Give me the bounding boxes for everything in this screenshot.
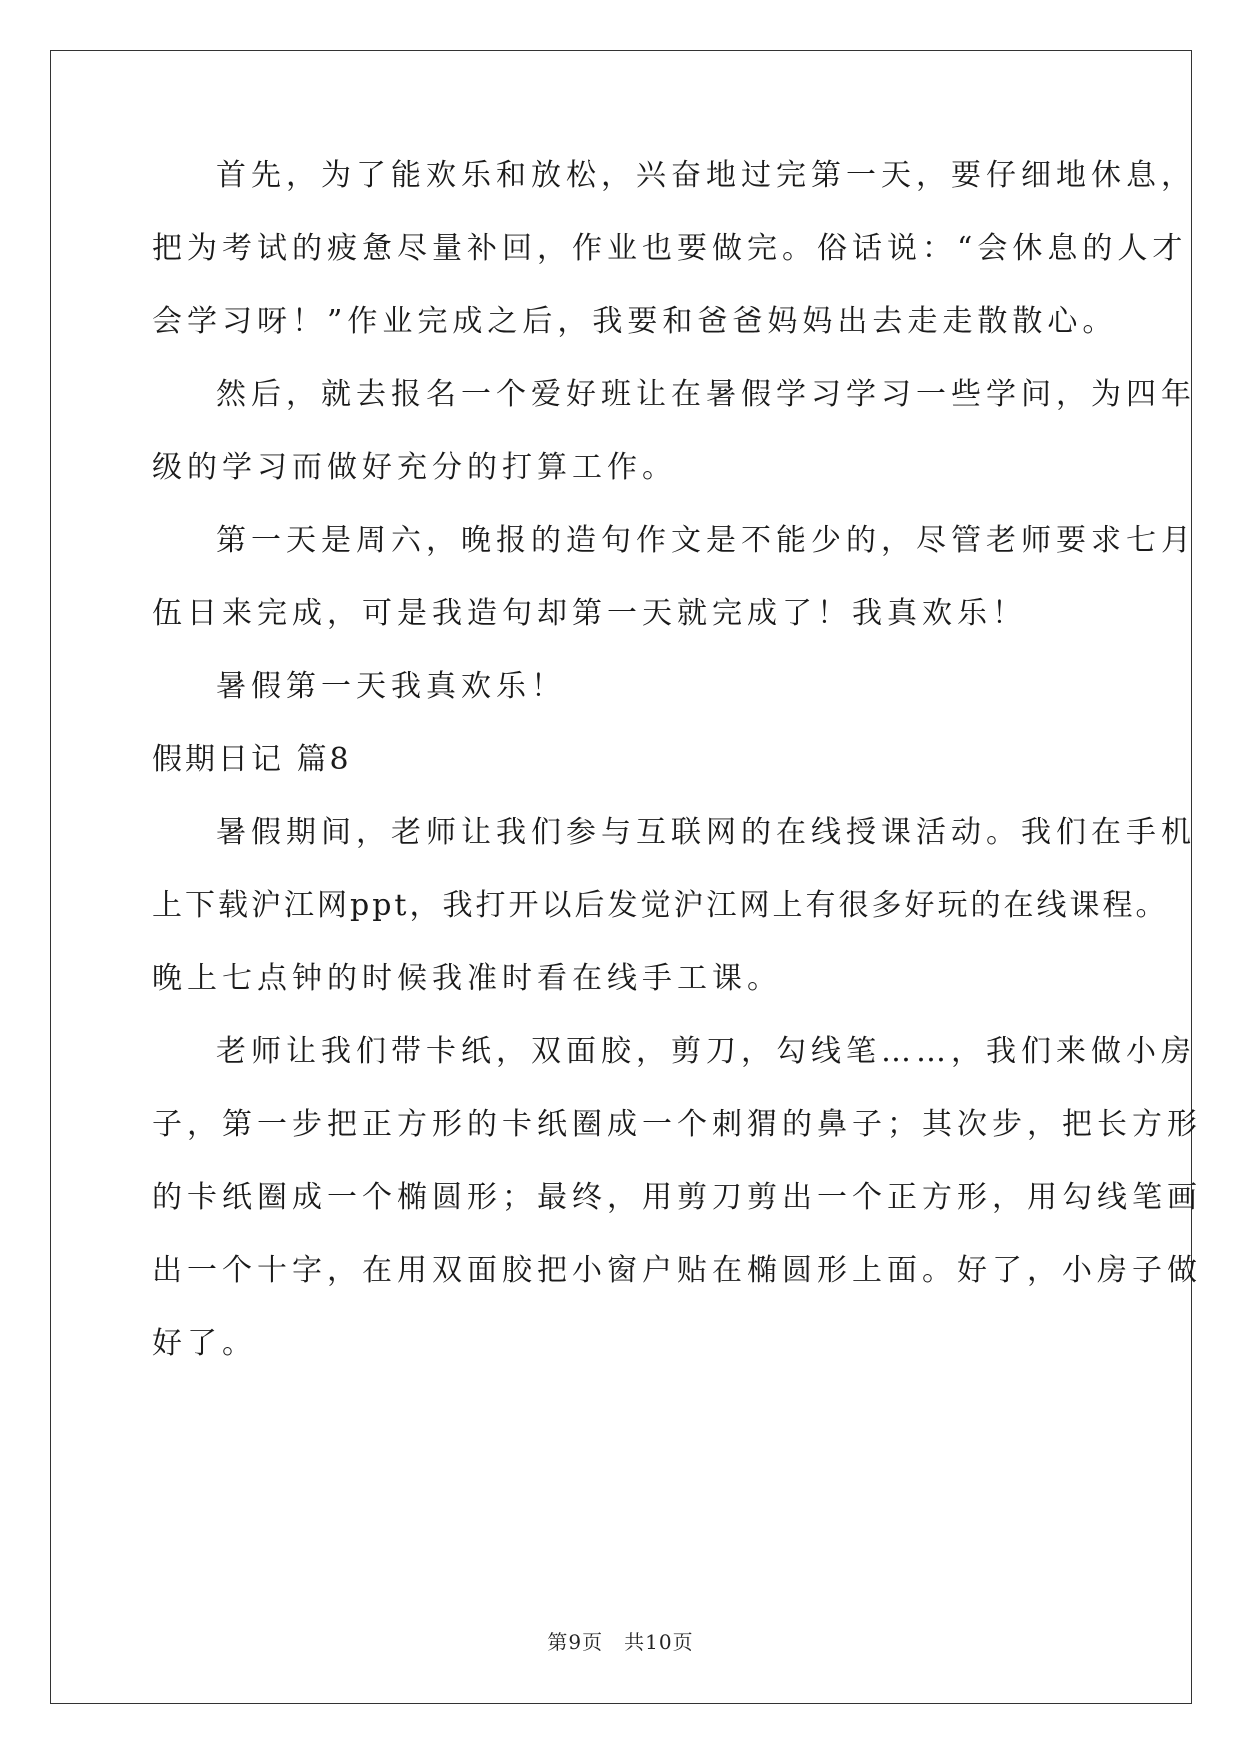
paragraph-line: 会学习呀！”作业完成之后，我要和爸爸妈妈出去走走散散心。 <box>152 304 1118 339</box>
paragraph-line: 暑假第一天我真欢乐！ <box>216 669 566 704</box>
paragraph-line: 第一天是周六，晚报的造句作文是不能少的，尽管老师要求七月 <box>216 523 1196 558</box>
paragraph-line: 出一个十字，在用双面胶把小窗户贴在椭圆形上面。好了，小房子做 <box>152 1253 1202 1288</box>
paragraph-line: 上下载沪江网ppt，我打开以后发觉沪江网上有很多好玩的在线课程。 <box>152 888 1169 923</box>
paragraph-line: 级的学习而做好充分的打算工作。 <box>152 450 677 485</box>
paragraph-line: 伍日来完成，可是我造句却第一天就完成了！我真欢乐！ <box>152 596 1027 631</box>
paragraph-line: 首先，为了能欢乐和放松，兴奋地过完第一天，要仔细地休息， <box>216 158 1196 193</box>
paragraph-line: 好了。 <box>152 1326 257 1361</box>
paragraph-line: 老师让我们带卡纸，双面胶，剪刀，勾线笔……，我们来做小房 <box>216 1034 1196 1069</box>
page-border <box>50 50 1202 1704</box>
paragraph-line: 然后，就去报名一个爱好班让在暑假学习学习一些学问，为四年 <box>216 377 1196 412</box>
paragraph-line: 子，第一步把正方形的卡纸圈成一个刺猬的鼻子；其次步，把长方形 <box>152 1107 1202 1142</box>
section-heading: 假期日记 篇8 <box>152 742 352 777</box>
paragraph-line: 把为考试的疲惫尽量补回，作业也要做完。俗话说：“会休息的人才 <box>152 231 1188 266</box>
paragraph-line: 暑假期间，老师让我们参与互联网的在线授课活动。我们在手机 <box>216 815 1196 850</box>
paragraph-line: 晚上七点钟的时候我准时看在线手工课。 <box>152 961 782 996</box>
paragraph-line: 的卡纸圈成一个椭圆形；最终，用剪刀剪出一个正方形，用勾线笔画 <box>152 1180 1202 1215</box>
page-number: 第9页 共10页 <box>547 1630 694 1654</box>
